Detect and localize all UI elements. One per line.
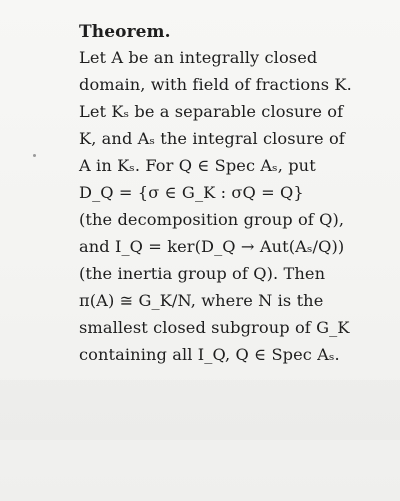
theorem-line-9: (the inertia group of Q). Then bbox=[79, 264, 326, 283]
speck-mark bbox=[33, 154, 36, 157]
theorem-line-6: D_Q = {σ ∈ G_K : σQ = Q} bbox=[79, 183, 304, 202]
theorem-line-11: smallest closed subgroup of G_K bbox=[79, 318, 350, 337]
page-shading bbox=[0, 380, 400, 440]
theorem-line-8: and I_Q = ker(D_Q → Aut(Aₛ/Q)) bbox=[79, 237, 345, 256]
theorem-line-3: Let Kₛ be a separable closure of bbox=[79, 102, 344, 121]
theorem-line-5: A in Kₛ. For Q ∈ Spec Aₛ, put bbox=[79, 156, 316, 175]
theorem-line-2: domain, with field of fractions K. bbox=[79, 75, 352, 94]
theorem-line-10: π(A) ≅ G_K/N, where N is the bbox=[79, 291, 324, 310]
theorem-line-4: K, and Aₛ the integral closure of bbox=[79, 129, 345, 148]
theorem-line-12: containing all I_Q, Q ∈ Spec Aₛ. bbox=[79, 345, 340, 364]
theorem-line-7: (the decomposition group of Q), bbox=[79, 210, 345, 229]
theorem-title: Theorem. bbox=[79, 22, 171, 42]
theorem-block bbox=[79, 20, 389, 368]
theorem-line-1: Let A be an integrally closed bbox=[79, 48, 318, 67]
